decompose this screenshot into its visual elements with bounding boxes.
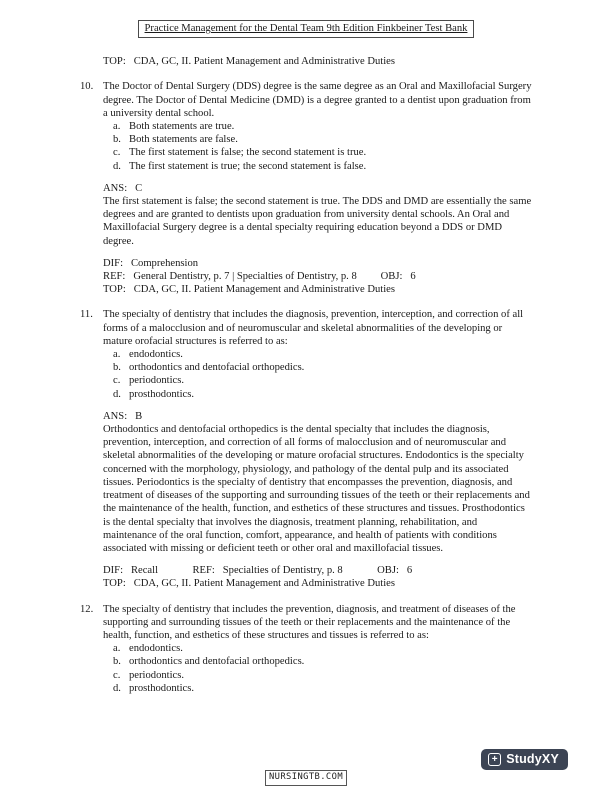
choice-text: The first statement is true; the second statement is false.: [129, 160, 367, 172]
choice-letter: c.: [113, 669, 121, 681]
choice-b: [113, 361, 532, 374]
choice-text: periodontics.: [129, 669, 185, 681]
choice-b: [113, 133, 532, 146]
choice-letter: a.: [113, 121, 121, 133]
choice-letter: d.: [113, 388, 121, 400]
footer-center: [0, 770, 612, 786]
choice-letter: d.: [113, 160, 121, 172]
choice-letter: d.: [113, 682, 121, 694]
choice-letter: b.: [113, 134, 121, 146]
question-row: [80, 80, 532, 172]
header: [0, 0, 612, 38]
answer-line: ANS: B: [103, 410, 143, 422]
answer-block: [103, 182, 532, 248]
question-11: [80, 308, 532, 590]
header-box: [138, 20, 475, 38]
question-row: [80, 308, 532, 400]
choice-letter: a.: [113, 349, 121, 361]
choice-text: Both statements are false.: [129, 134, 238, 146]
choice-a: [113, 348, 532, 361]
choice-text: endodontics.: [129, 643, 183, 655]
question-body: [103, 603, 532, 695]
top-classification-line: TOP: CDA, GC, II. Patient Management and Administrative Duties: [103, 56, 395, 68]
meta-dif-line: DIF: Comprehension: [103, 257, 199, 269]
rationale: Orthodontics and dentofacial orthopedics is the dental specialty that includes the diagnosis, prevention, interception, and correction of all forms of malocclusion and of neuromuscular and skeletal abnormalities of the developing or mature orofacial structures. Endodontics is the specialty concerned with the morphology, physiology, and pathology of the dental pulp and its associated tissues. Periodontics is the specialty of dentistry that encompasses the prevention, diagnosis, and treatment of diseases of the supporting and surrounding tissues of the teeth or their replacements and the maintenance of the health, function, and esthetics of these structures and tissues. Prosthodontics is the dental specialty that involves the diagnosis, treatment planning, rehabilitation, and maintenance of the oral function, comfort, appearance, and health of patients with conditions associated with missing or deficient teeth or other oral and maxillofacial tissues.: [103, 424, 530, 554]
answer-line: ANS: C: [103, 182, 143, 194]
choice-text: prosthodontics.: [129, 682, 195, 694]
choices-list: [113, 642, 532, 695]
choice-a: [113, 120, 532, 133]
choice-text: orthodontics and dentofacial orthopedics.: [129, 656, 305, 668]
answer-block: [103, 410, 532, 555]
choice-text: Both statements are true.: [129, 121, 235, 133]
choice-d: [113, 682, 532, 695]
question-number: 12.: [80, 603, 94, 615]
brand-text: StudyXY: [506, 751, 559, 766]
choice-text: prosthodontics.: [129, 388, 195, 400]
meta-dif-ref-obj-line: DIF: Recall REF: Specialties of Dentistry, p. 8 OBJ: 6: [103, 565, 413, 577]
choice-letter: c.: [113, 147, 121, 159]
question-body: [103, 80, 532, 172]
question-12: [80, 603, 532, 695]
choice-letter: b.: [113, 362, 121, 374]
choice-c: [113, 374, 532, 387]
meta-block: [103, 564, 532, 590]
choice-text: The first statement is false; the second statement is true.: [129, 147, 367, 159]
plus-glyph: +: [491, 753, 498, 765]
choice-text: endodontics.: [129, 349, 183, 361]
question-row: [80, 603, 532, 695]
question-stem: The specialty of dentistry that includes the prevention, diagnosis, and treatment of diseases of the supporting and surrounding tissues of the teeth or their replacements and the maintenance of the health, function, and esthetics of these structures and tissues is referred to as:: [103, 603, 516, 641]
nursingtb-watermark[interactable]: NURSINGTB.COM: [265, 770, 347, 786]
choices-list: [113, 348, 532, 401]
choice-text: periodontics.: [129, 375, 185, 387]
choice-letter: a.: [113, 643, 121, 655]
choice-letter: b.: [113, 656, 121, 668]
rationale: The first statement is false; the second statement is true. The DDS and DMD are essentially the same degrees and are granted to dentists upon graduation from university dental schools. An Oral and Maxillofacial Surgery degree is a dental specialty requiring education beyond a DDS or DMD degree.: [103, 196, 532, 247]
question-stem: The specialty of dentistry that includes the diagnosis, prevention, interception, and correction of all forms of a malocclusion and of neuromuscular and skeletal abnormalities of the developing or mature orofacial structures is referred to as:: [103, 309, 524, 347]
choice-d: [113, 388, 532, 401]
question-number: 11.: [80, 309, 93, 321]
question-body: [103, 308, 532, 400]
meta-ref-line: REF: General Dentistry, p. 7 | Specialties of Dentistry, p. 8 OBJ: 6: [103, 271, 416, 283]
choice-c: [113, 669, 532, 682]
question-number: 10.: [80, 81, 94, 93]
question-10: [80, 80, 532, 296]
choice-c: [113, 146, 532, 159]
choice-text: orthodontics and dentofacial orthopedics.: [129, 362, 305, 374]
studyxy-logo[interactable]: [481, 749, 568, 770]
page-title: Practice Management for the Dental Team 9th Edition Finkbeiner Test Bank: [144, 23, 468, 34]
question-stem: The Doctor of Dental Surgery (DDS) degree is the same degree as an Oral and Maxillofacial Surgery degree. The Doctor of Dental Medicine (DMD) is a degree granted to a dentist upon graduation from a university dental school.: [103, 81, 532, 119]
plus-icon: [488, 753, 501, 766]
content: [0, 55, 612, 695]
choice-letter: c.: [113, 375, 121, 387]
choices-list: [113, 120, 532, 173]
choice-a: [113, 642, 532, 655]
meta-top-line: TOP: CDA, GC, II. Patient Management and Administrative Duties: [103, 578, 395, 590]
choice-b: [113, 655, 532, 668]
meta-block: [103, 257, 532, 297]
meta-top-line: TOP: CDA, GC, II. Patient Management and Administrative Duties: [103, 284, 395, 296]
choice-d: [113, 160, 532, 173]
